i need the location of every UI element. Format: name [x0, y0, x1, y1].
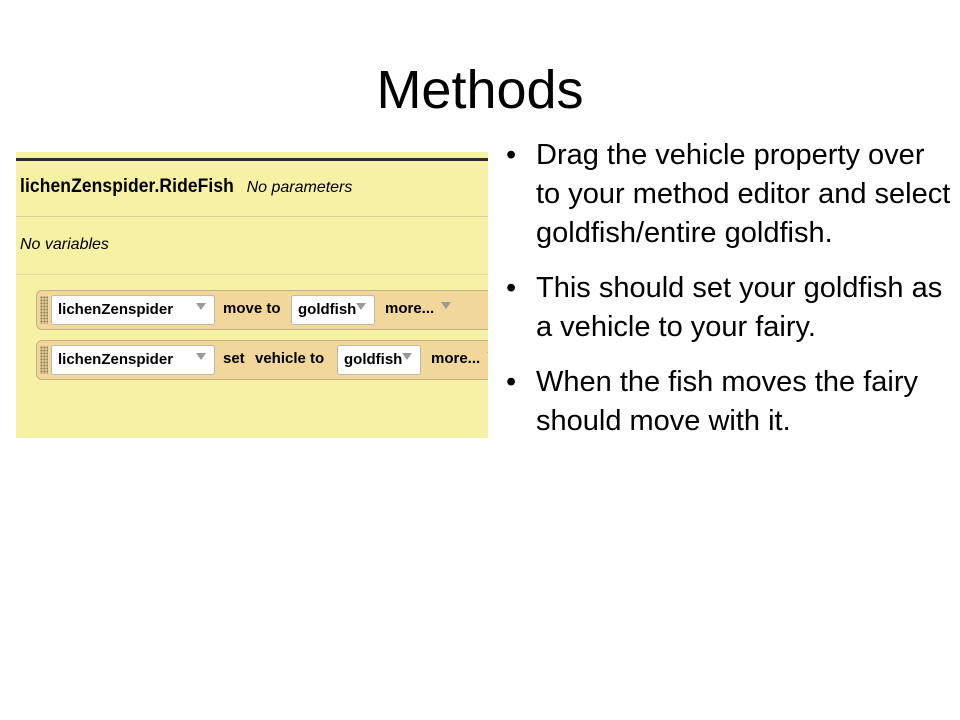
editor-divider	[16, 216, 488, 217]
bullet-item	[506, 136, 956, 253]
bullet-item	[506, 269, 956, 347]
action-label: move to	[223, 300, 281, 317]
dropdown-triangle-icon	[487, 352, 488, 359]
method-variables: No variables	[20, 236, 109, 253]
more-label: more...	[431, 350, 481, 367]
set-keyword: set	[223, 350, 245, 367]
bullet-marker: •	[506, 366, 517, 398]
method-name: lichenZenspider.RideFish	[20, 176, 234, 197]
dropdown-triangle-icon	[402, 353, 412, 360]
method-editor	[16, 152, 488, 438]
bullet-marker: •	[506, 272, 517, 304]
method-header	[20, 176, 352, 200]
bullet-text: This should set your goldfish as a vehicle to your fairy.	[536, 272, 943, 343]
bullet-text: When the fish moves the fairy should move with it.	[536, 366, 918, 437]
method-parameters: No parameters	[246, 179, 353, 196]
editor-divider	[16, 274, 488, 275]
slide-title: Methods	[376, 60, 584, 120]
editor-top-rule	[16, 158, 488, 161]
bullet-marker: •	[506, 139, 517, 171]
more-dropdown[interactable]	[379, 295, 453, 325]
dropdown-triangle-icon	[356, 303, 366, 310]
target-dropdown[interactable]	[291, 295, 375, 325]
statement-move-to[interactable]	[36, 290, 488, 330]
statement-set-vehicle[interactable]	[36, 340, 488, 380]
dropdown-triangle-icon	[196, 353, 206, 360]
object-label: lichenZenspider	[58, 351, 174, 368]
target-label: goldfish	[298, 301, 357, 318]
bullet-text: Drag the vehicle property over to your method editor and select goldfish/entire goldfish.	[536, 139, 951, 249]
dropdown-triangle-icon	[196, 303, 206, 310]
object-dropdown[interactable]	[51, 345, 215, 375]
drag-handle-icon[interactable]	[40, 296, 48, 324]
property-label: vehicle to	[255, 350, 325, 367]
object-label: lichenZenspider	[58, 301, 174, 318]
bullet-list	[506, 136, 956, 457]
dropdown-triangle-icon	[441, 302, 451, 309]
more-label: more...	[385, 300, 435, 317]
target-dropdown[interactable]	[337, 345, 421, 375]
drag-handle-icon[interactable]	[40, 346, 48, 374]
object-dropdown[interactable]	[51, 295, 215, 325]
target-label: goldfish	[344, 351, 403, 368]
bullet-item	[506, 363, 956, 441]
more-dropdown[interactable]	[425, 345, 488, 375]
